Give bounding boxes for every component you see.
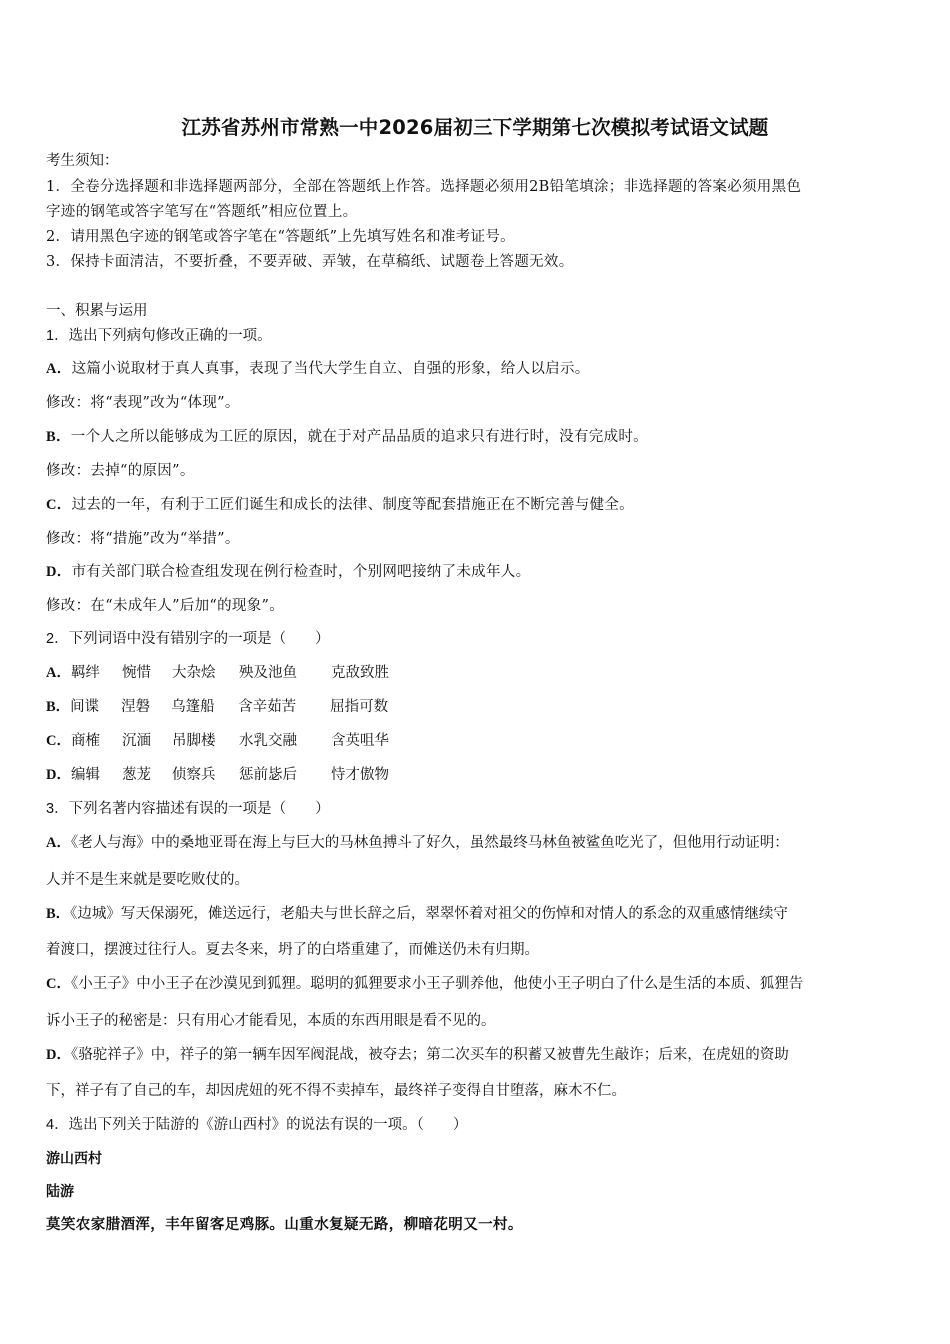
- option-label: D．: [46, 767, 71, 783]
- notice-item: 2．请用黑色字迹的钢笔或答字笔在“答题纸”上先填写姓名和准考证号。: [46, 229, 515, 245]
- q3-option-a: [46, 833, 789, 853]
- q3-option-d-cont: 下，祥子有了自己的车，却因虎妞的死不得不卖掉车，最终祥子变得自甘堕落，麻木不仁。: [46, 1083, 626, 1099]
- q2-option-a: [46, 663, 389, 683]
- word: 涅磐: [121, 699, 151, 715]
- word: 惩前毖后: [238, 767, 297, 783]
- notice-heading: 考生须知：: [46, 153, 119, 169]
- poem-title: 游山西村: [46, 1151, 102, 1167]
- question-text: 选出下列关于陆游的《游山西村》的说法有误的一项。（ ）: [68, 1117, 468, 1133]
- question-3-stem: [46, 799, 330, 819]
- notice-item: 字迹的钢笔或答字笔写在“答题纸”相应位置上。: [46, 204, 358, 220]
- notice-item: 3．保持卡面清洁，不要折叠，不要弄破、弄皱，在草稿纸、试题卷上答题无效。: [46, 254, 574, 270]
- q3-option-c-cont: 诉小王子的秘密是：只有用心才能看见，本质的东西用眼是看不见的。: [46, 1013, 496, 1029]
- question-text: 下列词语中没有错别字的一项是（ ）: [68, 631, 330, 647]
- q2-option-b: [46, 697, 388, 717]
- question-number: 4．: [46, 1117, 69, 1133]
- question-number: 1．: [46, 328, 69, 344]
- question-text: 下列名著内容描述有误的一项是（ ）: [68, 801, 330, 817]
- option-label: D．: [46, 1047, 71, 1063]
- word: 屈指可数: [330, 699, 389, 715]
- option-label: C．: [46, 733, 71, 749]
- option-label: A．: [46, 361, 72, 377]
- page-title: 江苏省苏州市常熟一中2026届初三下学期第七次模拟考试语文试题: [181, 116, 769, 139]
- q1-option-c: [46, 495, 634, 515]
- option-label: A．: [46, 665, 71, 681]
- option-label: C．: [46, 976, 71, 992]
- poem-line: 莫笑农家腊酒浑，丰年留客足鸡豚。山重水复疑无路，柳暗花明又一村。: [46, 1216, 523, 1233]
- question-text: 选出下列病句修改正确的一项。: [68, 328, 272, 344]
- option-text: 一个人之所以能够成为工匠的原因，就在于对产品品质的追求只有进行时，没有完成时。: [70, 429, 648, 445]
- word: 商榷: [70, 733, 100, 749]
- word: 沉湎: [121, 733, 151, 749]
- option-text: 《边城》写天保溺死，傩送远行，老船夫与世长辞之后，翠翠怀着对祖父的伤悼和对情人的系念的双重感情继续守: [70, 906, 788, 922]
- q3-option-d: [46, 1045, 789, 1065]
- option-text: 《骆驼祥子》中，祥子的第一辆车因军阀混战，被夺去；第二次买车的积蓄又被曹先生敲诈；后来，在虎妞的资助: [70, 1047, 789, 1063]
- option-text: 过去的一年，有利于工匠们诞生和成长的法律、制度等配套措施正在不断完善与健全。: [71, 497, 634, 513]
- q2-option-d: [46, 765, 389, 785]
- option-text: 《老人与海》中的桑地亚哥在海上与巨大的马林鱼搏斗了好久，虽然最终马林鱼被鲨鱼吃光了，但他用行动证明：: [70, 835, 789, 851]
- word: 殃及池鱼: [238, 665, 297, 681]
- question-2-stem: [46, 629, 330, 649]
- option-text: 市有关部门联合检查组发现在例行检查时，个别网吧接纳了未成年人。: [71, 564, 531, 580]
- word: 乌篷船: [171, 699, 215, 715]
- question-number: 2．: [46, 631, 69, 647]
- word: 葱茏: [121, 767, 151, 783]
- q1-option-d: [46, 562, 530, 582]
- option-text: 这篇小说取材于真人真事，表现了当代大学生自立、自强的形象，给人以启示。: [71, 361, 590, 377]
- word: 吊脚楼: [171, 733, 216, 749]
- word: 羁绊: [70, 665, 100, 681]
- option-label: A．: [46, 835, 71, 851]
- poem-author: 陆游: [46, 1184, 74, 1200]
- question-1-stem: [46, 326, 272, 346]
- option-text: 《小王子》中小王子在沙漠见到狐狸。聪明的狐狸要求小王子驯养他，他使小王子明白了什么是生活的本质、狐狸告: [70, 976, 804, 992]
- option-label: B．: [46, 906, 71, 922]
- q1-option-a-fix: 修改：将“表现”改为“体现”。: [46, 395, 240, 411]
- word: 间谍: [70, 699, 100, 715]
- word: 含英咀华: [330, 733, 389, 749]
- q2-option-c: [46, 731, 389, 751]
- section-heading: 一、积累与运用: [46, 303, 148, 319]
- q3-option-c: [46, 974, 803, 994]
- option-label: B．: [46, 429, 71, 445]
- notice-item: 1．全卷分选择题和非选择题两部分，全部在答题纸上作答。选择题必须用2B铅笔填涂；非选择题的答案必须用黑色: [46, 179, 802, 195]
- word: 克敌致胜: [330, 665, 389, 681]
- word: 水乳交融: [238, 733, 297, 749]
- q3-option-b-cont: 着渡口，摆渡过往行人。夏去冬来，坍了的白塔重建了，而傩送仍未有归期。: [46, 942, 539, 958]
- q3-option-a-cont: 人并不是生来就是要吃败仗的。: [46, 872, 249, 888]
- q1-option-c-fix: 修改：将“措施”改为“举措”。: [46, 531, 240, 547]
- word: 惋惜: [121, 665, 151, 681]
- option-label: C．: [46, 497, 72, 513]
- word: 大杂烩: [171, 665, 216, 681]
- word: 含辛茹苦: [238, 699, 297, 715]
- option-label: D．: [46, 564, 72, 580]
- q1-option-a: [46, 359, 590, 379]
- q1-option-d-fix: 修改：在“未成年人”后加“的现象”。: [46, 598, 285, 614]
- question-number: 3．: [46, 801, 69, 817]
- option-label: B．: [46, 699, 71, 715]
- word: 编辑: [70, 767, 100, 783]
- word: 侦察兵: [171, 767, 216, 783]
- q3-option-b: [46, 904, 788, 924]
- word: 恃才傲物: [330, 767, 389, 783]
- q1-option-b-fix: 修改：去掉“的原因”。: [46, 463, 195, 479]
- q1-option-b: [46, 427, 648, 447]
- question-4-stem: [46, 1115, 467, 1135]
